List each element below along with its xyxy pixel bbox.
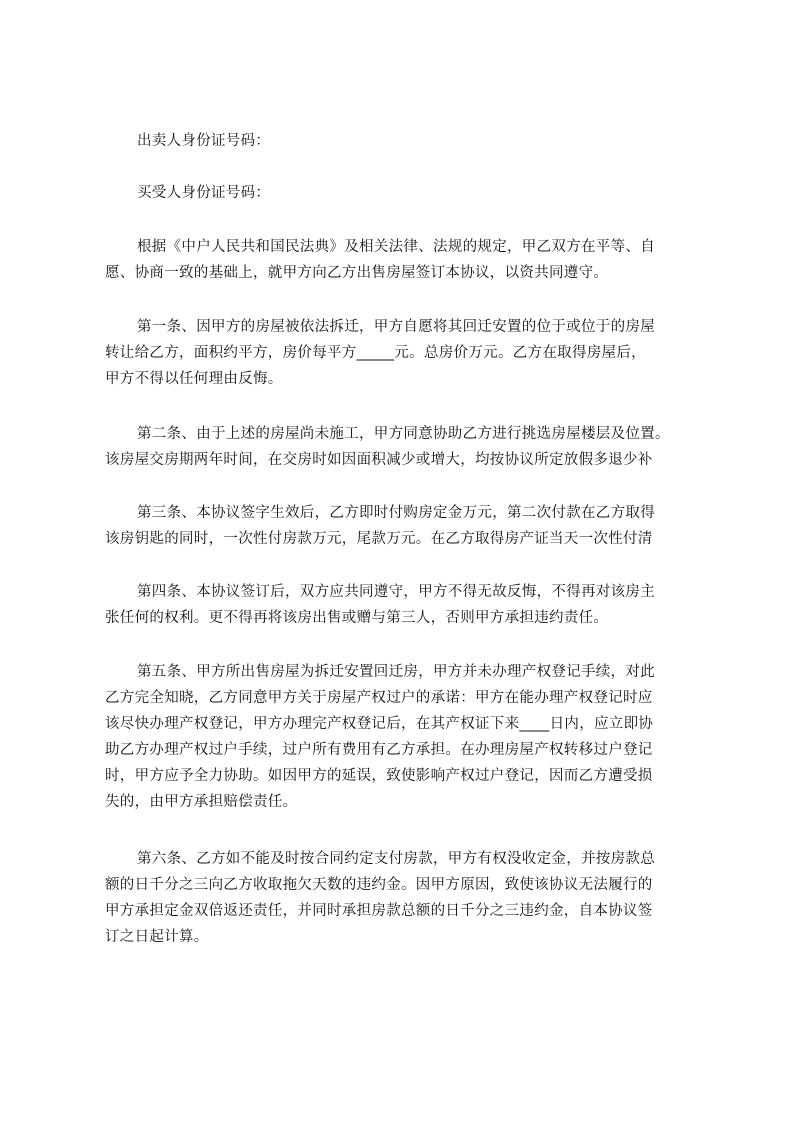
seller-id-label: 出卖人身份证号码： (137, 133, 271, 149)
article-4-line: 张任何的权利。更不得再将该房出售或赠与第三人，否则甲方承担违约责任。 (105, 610, 609, 626)
article-4-paragraph (105, 579, 705, 631)
article-1-paragraph (105, 314, 705, 392)
article-3-paragraph (105, 500, 705, 552)
article-5-line: 失的，由甲方承担赔偿责任。 (105, 794, 298, 810)
article-6-line: 甲方承担定金双倍返还责任，并同时承担房款总额的日千分之三违约金，自本协议签 (105, 903, 653, 919)
article-3-line: 第三条、本协议签字生效后，乙方即时付购房定金万元，第二次付款在乙方取得 (137, 505, 655, 521)
seller-id-line (105, 128, 705, 154)
preamble-line: 根据《中户人民共和国民法典》及相关法律、法规的规定，甲乙双方在平等、自 (137, 239, 655, 255)
article-1-line: 转让给乙方，面积约平方，房价每平方_____元。总房价万元。乙方在取得房屋后， (105, 345, 646, 361)
article-5-line: 该尽快办理产权登记，甲方办理完产权登记后，在其产权证下来____日内，应立即协 (105, 716, 654, 732)
article-6-paragraph (105, 846, 705, 950)
article-3-line: 该房钥匙的同时，一次性付房款万元，尾款万元。在乙方取得房产证当天一次性付清 (105, 531, 653, 547)
article-6-line: 额的日千分之三向乙方收取拖欠天数的违约金。因甲方原因，致使该协议无法履行的 (105, 877, 653, 893)
article-1-line: 甲方不得以任何理由反悔。 (105, 371, 283, 387)
preamble-paragraph (105, 234, 705, 286)
article-2-line: 该房屋交房期两年时间，在交房时如因面积减少或增大，均按协议所定放假多退少补 (105, 452, 653, 468)
article-5-line: 助乙方办理产权过户手续，过户所有费用有乙方承担。在办理房屋产权转移过户登记 (105, 742, 653, 758)
buyer-id-label: 买受人身份证号码： (137, 185, 271, 201)
article-2-line: 第二条、由于上述的房屋尚未施工，甲方同意协助乙方进行挑选房屋楼层及位置。 (137, 426, 670, 442)
preamble-line: 愿、协商一致的基础上，就甲方向乙方出售房屋签订本协议，以资共同遵守。 (105, 265, 609, 281)
article-5-line: 时，甲方应予全力协助。如因甲方的延误，致使影响产权过户登记，因而乙方遭受损 (105, 768, 653, 784)
article-4-line: 第四条、本协议签订后，双方应共同遵守，甲方不得无故反悔，不得再对该房主 (137, 584, 655, 600)
article-5-line: 第五条、甲方所出售房屋为拆迁安置回迁房，甲方并未办理产权登记手续，对此 (137, 664, 655, 680)
article-5-line: 乙方完全知晓，乙方同意甲方关于房屋产权过户的承诺：甲方在能办理产权登记时应 (105, 690, 653, 706)
article-2-paragraph (105, 421, 705, 473)
article-6-line: 第六条、乙方如不能及时按合同约定支付房款，甲方有权没收定金，并按房款总 (137, 851, 655, 867)
buyer-id-line (105, 180, 705, 206)
article-5-paragraph (105, 659, 705, 815)
article-1-line: 第一条、因甲方的房屋被依法拆迁，甲方自愿将其回迁安置的位于或位于的房屋 (137, 319, 655, 335)
article-6-line: 订之日起计算。 (105, 929, 209, 945)
